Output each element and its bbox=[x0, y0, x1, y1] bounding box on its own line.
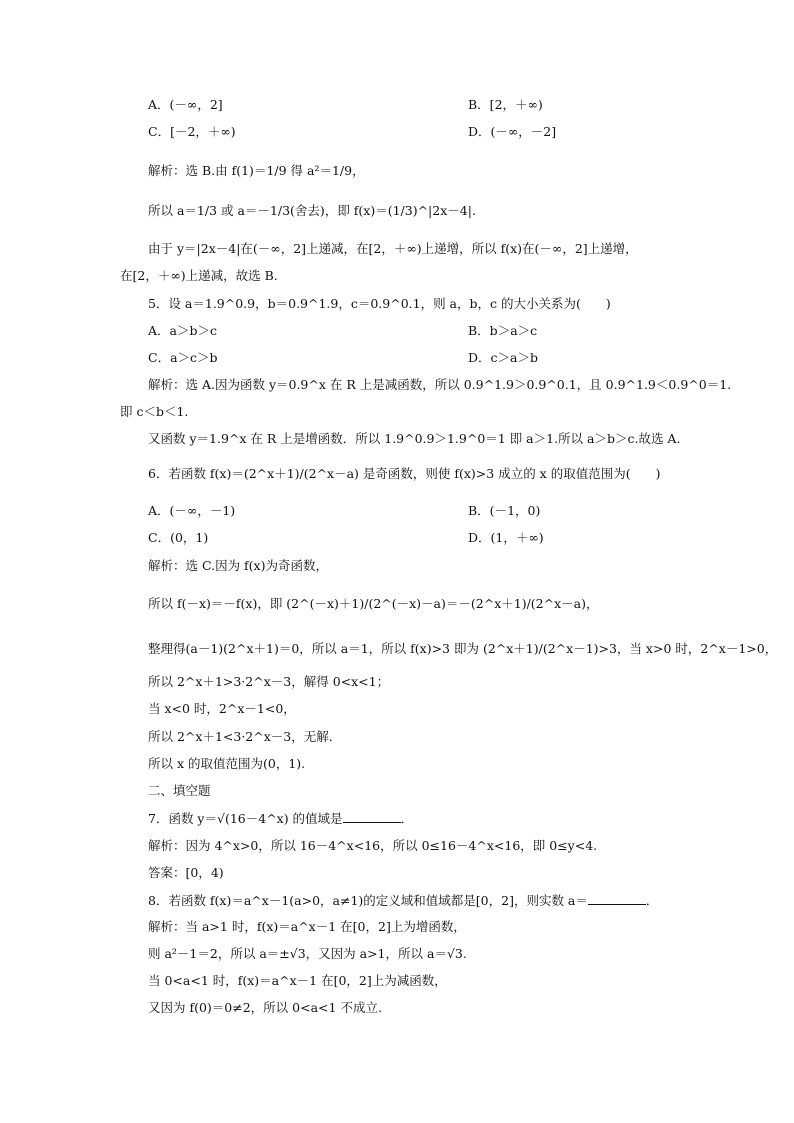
q6-stem: 6．若函数 f(x)＝(2^x＋1)/(2^x－a) 是奇函数，则使 f(x)>3 成立的 x 的取值范围为( ) bbox=[148, 466, 661, 481]
q7-answer-blank[interactable] bbox=[343, 810, 401, 823]
q6-solution-line-7: 所以 x 的取值范围为(0，1). bbox=[148, 756, 306, 771]
q4-solution-line-2: 所以 a＝1/3 或 a＝－1/3(舍去)，即 f(x)＝(1/3)^|2x－4|. bbox=[148, 203, 476, 218]
q8-solution-line-1: 解析：当 a>1 时，f(x)＝a^x－1 在[0，2]上为增函数， bbox=[148, 919, 466, 934]
q4-option-b: B．[2，＋∞) bbox=[468, 97, 543, 112]
q4-option-a: A．(－∞，2] bbox=[148, 97, 223, 112]
q7-stem-end: ． bbox=[400, 811, 414, 826]
q6-solution-line-2: 所以 f(－x)＝－f(x)，即 (2^(－x)＋1)/(2^(－x)－a)＝－(2^x＋1)/(2^x－a)， bbox=[148, 596, 599, 611]
q6-option-d: D．(1，＋∞) bbox=[468, 530, 544, 545]
q7-answer: 答案：[0，4) bbox=[148, 865, 224, 880]
q4-option-d: D．(－∞，－2] bbox=[468, 124, 557, 139]
q8-stem-end: ． bbox=[645, 893, 659, 908]
q6-solution-line-4: 所以 2^x＋1>3·2^x－3，解得 0<x<1； bbox=[148, 674, 390, 689]
q7-solution: 解析：因为 4^x>0，所以 16－4^x<16，所以 0≤16－4^x<16，即 0≤y<4. bbox=[148, 838, 598, 853]
q8-stem bbox=[148, 892, 658, 909]
q6-solution-line-1: 解析：选 C.因为 f(x)为奇函数， bbox=[148, 558, 328, 573]
q6-option-b: B．(－1，0) bbox=[468, 503, 541, 518]
q4-solution-line-1: 解析：选 B.由 f(1)＝1/9 得 a²＝1/9， bbox=[148, 163, 365, 178]
q6-solution-line-5: 当 x<0 时，2^x－1<0， bbox=[148, 701, 296, 716]
q7-stem-text: 7．函数 y＝√(16－4^x) 的值域是 bbox=[148, 811, 343, 826]
q7-stem bbox=[148, 810, 413, 827]
q5-option-c: C．a＞c＞b bbox=[148, 350, 218, 365]
q8-stem-text: 8．若函数 f(x)＝a^x－1(a>0，a≠1)的定义域和值域都是[0，2]，则实数 a＝ bbox=[148, 893, 588, 908]
q6-option-a: A．(－∞，－1) bbox=[148, 503, 236, 518]
q5-solution-line-1: 解析：选 A.因为函数 y＝0.9^x 在 R 上是减函数，所以 0.9^1.9＞0.9^0.1，且 0.9^1.9＜0.9^0＝1. bbox=[148, 377, 732, 392]
q4-option-c: C．[－2，＋∞) bbox=[148, 124, 236, 139]
q8-solution-line-2: 则 a²－1＝2，所以 a＝±√3，又因为 a>1，所以 a＝√3. bbox=[148, 946, 467, 961]
q8-answer-blank[interactable] bbox=[588, 892, 646, 905]
q4-solution-line-3: 由于 y＝|2x－4|在(－∞，2]上递减，在[2，＋∞)上递增，所以 f(x)在(－∞，2]上递增， bbox=[148, 241, 638, 256]
q4-solution-line-4: 在[2，＋∞)上递减，故选 B. bbox=[120, 268, 278, 283]
q5-stem: 5．设 a＝1.9^0.9，b＝0.9^1.9，c＝0.9^0.1，则 a，b，c 的大小关系为( ) bbox=[148, 296, 611, 311]
q6-solution-line-6: 所以 2^x＋1<3·2^x－3，无解． bbox=[148, 729, 342, 744]
q6-solution-line-3: 整理得(a－1)(2^x＋1)＝0，所以 a＝1，所以 f(x)>3 即为 (2^x＋1)/(2^x－1)>3，当 x>0 时，2^x－1>0， bbox=[148, 641, 778, 656]
q8-solution-line-4: 又因为 f(0)＝0≠2，所以 0<a<1 不成立. bbox=[148, 1000, 382, 1015]
q5-option-a: A．a＞b＞c bbox=[148, 323, 217, 338]
q5-solution-line-2: 即 c＜b＜1. bbox=[120, 404, 189, 419]
section-heading-fill-in: 二、填空题 bbox=[148, 783, 211, 798]
q8-solution-line-3: 当 0<a<1 时，f(x)＝a^x－1 在[0，2]上为减函数， bbox=[148, 973, 447, 988]
q5-option-b: B．b＞a＞c bbox=[468, 323, 538, 338]
q5-solution-line-3: 又函数 y＝1.9^x 在 R 上是增函数．所以 1.9^0.9＞1.9^0＝1 即 a＞1.所以 a＞b＞c.故选 A. bbox=[148, 431, 681, 446]
q5-option-d: D．c＞a＞b bbox=[468, 350, 538, 365]
q6-option-c: C．(0，1) bbox=[148, 530, 209, 545]
